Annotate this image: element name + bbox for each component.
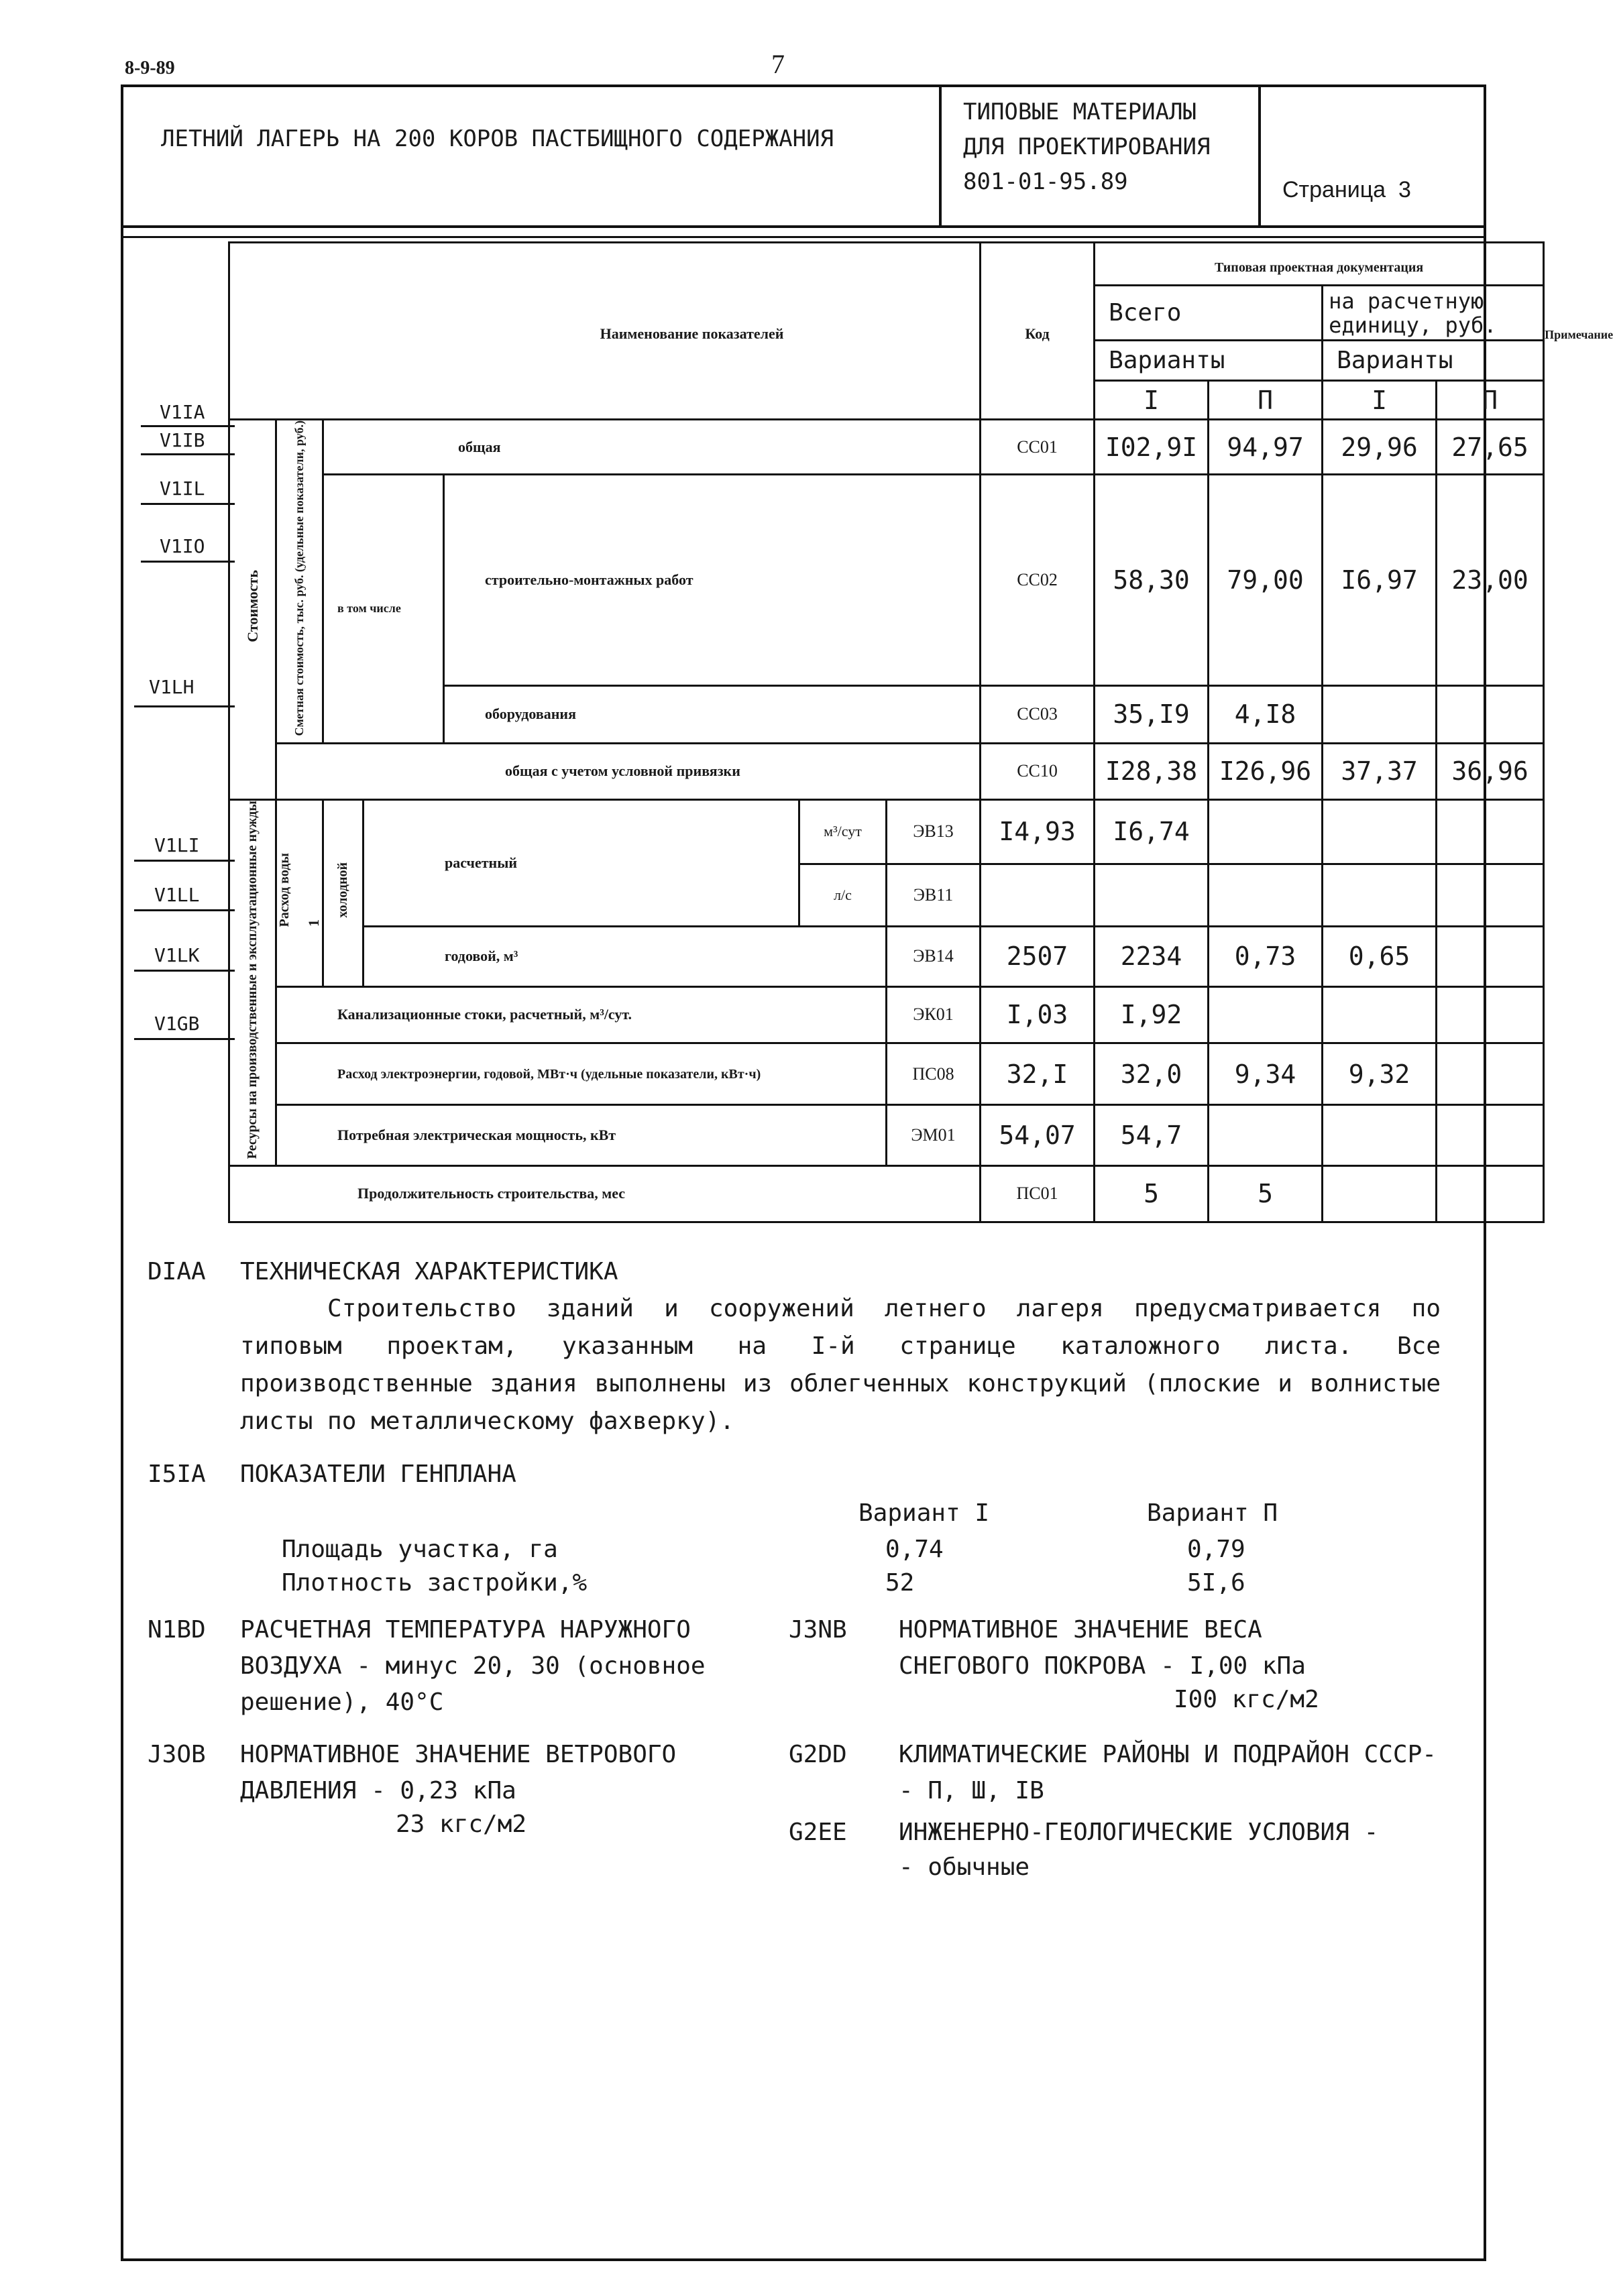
variant-1-header: Вариант I [858, 1499, 990, 1527]
value-cell: 32,0 [1095, 1043, 1209, 1105]
table-row [229, 1165, 1544, 1222]
value-cell [1323, 1105, 1437, 1165]
sheet-label: Страница 3 [1282, 177, 1411, 203]
header-variants-total: Варианты [1095, 341, 1323, 381]
incl-label: в том числе [323, 475, 444, 744]
series-line-2: ДЛЯ ПРОЕКТИРОВАНИЯ [963, 133, 1211, 160]
row-code-cell: ЭВ13 [887, 799, 981, 864]
section-heading: ПОКАЗАТЕЛИ ГЕНПЛАНА [240, 1460, 516, 1488]
table-row [229, 926, 1544, 986]
section-heading: ТЕХНИЧЕСКАЯ ХАРАКТЕРИСТИКА [240, 1258, 618, 1285]
row-code-cell: ПС08 [887, 1043, 981, 1105]
value-cell: I,03 [981, 986, 1095, 1043]
value-cell: 36,96 [1437, 743, 1544, 799]
value-cell: 37,37 [1323, 743, 1437, 799]
section-code: G2DD [789, 1741, 847, 1768]
area-v2: 0,79 [1187, 1536, 1245, 1563]
header-name: Наименование показателей [229, 243, 981, 420]
geo-line-2: - обычные [899, 1853, 1030, 1881]
value-cell: 9,34 [1209, 1043, 1323, 1105]
value-cell: I26,96 [1209, 743, 1323, 799]
variant-2-header: Вариант П [1147, 1499, 1278, 1527]
row-code-cell: СС01 [981, 420, 1095, 475]
value-cell: I,92 [1095, 986, 1209, 1043]
row-code-cell: ПС01 [981, 1165, 1095, 1222]
note-cell [1437, 864, 1544, 926]
note-cell [1437, 1043, 1544, 1105]
table-row [229, 1105, 1544, 1165]
snow-line-3: I00 кгс/м2 [1174, 1686, 1319, 1713]
value-cell: 2234 [1095, 926, 1209, 986]
value-cell: I6,97 [1323, 475, 1437, 686]
section-code: G2EE [789, 1819, 847, 1846]
density-v2: 5I,6 [1187, 1569, 1245, 1597]
row-label: строительно-монтажных работ [444, 475, 981, 686]
value-cell [981, 864, 1095, 926]
note-cell [1437, 926, 1544, 986]
density-v1: 52 [885, 1569, 915, 1597]
density-label: Плотность застройки,% [282, 1569, 588, 1597]
row-code-cell: ЭВ11 [887, 864, 981, 926]
row-code: V1IA [160, 401, 205, 423]
value-cell: I6,74 [1095, 799, 1209, 864]
temp-line-3: решение), 40°С [240, 1688, 444, 1716]
row-code: V1LH [149, 676, 194, 698]
value-cell [1209, 1105, 1323, 1165]
section-code: DIAA [148, 1258, 206, 1285]
value-cell: I4,93 [981, 799, 1095, 864]
row-label: оборудования [444, 685, 981, 743]
value-cell [1323, 685, 1437, 743]
row-code-cell: СС02 [981, 475, 1095, 686]
value-cell [1209, 986, 1323, 1043]
snow-line-1: НОРМАТИВНОЕ ЗНАЧЕНИЕ ВЕСА [899, 1616, 1262, 1644]
value-cell: 58,30 [1095, 475, 1209, 686]
region-line-1: КЛИМАТИЧЕСКИЕ РАЙОНЫ И ПОДРАЙОН СССР- [899, 1741, 1437, 1768]
value-cell: I02,9I [1095, 420, 1209, 475]
group-estimate: Сметная стоимость, тыс. руб. (удельные показатели, руб.) [276, 420, 323, 744]
row-label: Потребная электрическая мощность, кВт [276, 1105, 887, 1165]
group-resources: Ресурсы на производственные и эксплуатационные нужды [229, 799, 276, 1165]
row-code-cell: СС10 [981, 743, 1095, 799]
value-cell [1095, 864, 1209, 926]
value-cell: 0,73 [1209, 926, 1323, 986]
header-v1: I [1095, 381, 1209, 420]
section-code: J3OB [148, 1741, 206, 1768]
table-row [229, 986, 1544, 1043]
note-cell [1437, 986, 1544, 1043]
wind-line-3: 23 кгс/м2 [396, 1811, 527, 1838]
header-v1: I [1323, 381, 1437, 420]
table-row [229, 475, 1544, 686]
value-cell [1323, 864, 1437, 926]
section-code: N1BD [148, 1616, 206, 1644]
header-per-unit: на расчетную единицу, руб. [1323, 286, 1544, 341]
row-code-cell: ЭМ01 [887, 1105, 981, 1165]
value-cell: 23,00 [1437, 475, 1544, 686]
header-v2: П [1437, 381, 1544, 420]
row-label: Канализационные стоки, расчетный, м³/сут. [276, 986, 887, 1043]
value-cell: 5 [1095, 1165, 1209, 1222]
header-variants-unit: Варианты [1323, 341, 1544, 381]
row-code: V1LK [154, 944, 200, 966]
temp-line-1: РАСЧЕТНАЯ ТЕМПЕРАТУРА НАРУЖНОГО [240, 1616, 691, 1644]
table-row [229, 743, 1544, 799]
note-cell [1437, 1105, 1544, 1165]
geo-line-1: ИНЖЕНЕРНО-ГЕОЛОГИЧЕСКИЕ УСЛОВИЯ - [899, 1819, 1379, 1846]
row-code: V1GB [154, 1013, 200, 1035]
row-code: V1IO [160, 535, 205, 557]
section-code: J3NB [789, 1616, 847, 1644]
row-code: V1IB [160, 429, 205, 451]
header-v2: П [1209, 381, 1323, 420]
region-line-2: - П, Ш, IВ [899, 1777, 1044, 1804]
value-cell [1323, 986, 1437, 1043]
value-cell: 94,97 [1209, 420, 1323, 475]
header-code: Код [981, 243, 1095, 420]
value-cell: 27,65 [1437, 420, 1544, 475]
tech-paragraph: Строительство зданий и сооружений летнего лагеря предусматривается по типовым проектам, указанным на I-й странице каталожного листа. Все производственные здания выполнены из облегченных конструкций (плоские и волнистые листы по металлическому фахверку). [240, 1295, 1441, 1435]
value-cell: 2507 [981, 926, 1095, 986]
series-line-1: ТИПОВЫЕ МАТЕРИАЛЫ [963, 99, 1197, 125]
row-code: V1LI [154, 834, 200, 856]
table-row [229, 1043, 1544, 1105]
table-row [229, 799, 1544, 864]
snow-line-2: СНЕГОВОГО ПОКРОВА - I,00 кПа [899, 1652, 1306, 1680]
value-cell [1209, 864, 1323, 926]
value-cell: 9,32 [1323, 1043, 1437, 1105]
row-code: V1LL [154, 884, 200, 906]
value-cell: 54,07 [981, 1105, 1095, 1165]
row-code-cell: ЭВ14 [887, 926, 981, 986]
value-cell [1323, 1165, 1437, 1222]
value-cell: 29,96 [1323, 420, 1437, 475]
note-cell [1437, 799, 1544, 864]
group-cost: Стоимость [229, 420, 276, 800]
wind-line-1: НОРМАТИВНОЕ ЗНАЧЕНИЕ ВЕТРОВОГО [240, 1741, 677, 1768]
value-cell: 5 [1209, 1165, 1323, 1222]
group-cold: холодной [323, 799, 364, 986]
value-cell: 0,65 [1323, 926, 1437, 986]
value-cell [1437, 1165, 1544, 1222]
row-label: общая с учетом условной привязки [276, 743, 981, 799]
series-code: 801-01-95.89 [963, 168, 1128, 195]
indicators-table: Наименование показателей Код Типовая проектная документация Примечание Всего на расчетную единицу, руб. Варианты Варианты I П I П Стоимость Сметная стоимость, тыс. руб. (удельные показатели, руб.) общая СС01 I02,9I 94,97 29,96 27,65 в том числе строительно-монтажных работ СС02 58,30 79,00 I6,97 23,00 оборудования СС03 35,I9 4,I8 общая с учетом условной привязки СС10 I28,38 I26,96 37,37 36,96 Ресурсы на производственные и эксплуатационные нужды Расход воды 1 холодной расчетный м³/сут ЭВ13 I4,93 I6,74 л/с ЭВ11 годовой, м³ ЭВ14 2507 2234 0,73 0,65 Канализационные стоки, расчетный, м³/сут. ЭК01 I,03 I,92 Расход электроэнергии, годовой, МВт·ч (удельные показатели, кВт·ч) ПС08 32,I 32,0 9,34 9,32 Потребная электрическая мощность, кВт ЭМ01 54,07 54,7 Продолжительность строительства, мес ПС01 5 5 [228, 241, 1476, 1066]
row-code-cell: СС03 [981, 685, 1095, 743]
value-cell: 54,7 [1095, 1105, 1209, 1165]
wind-line-2: ДАВЛЕНИЯ - 0,23 кПа [240, 1777, 516, 1804]
page-number: 7 [771, 49, 785, 79]
row-label: Расход электроэнергии, годовой, МВт·ч (удельные показатели, кВт·ч) [276, 1043, 887, 1105]
area-label: Площадь участка, га [282, 1536, 558, 1563]
row-label: годовой, м³ [364, 926, 887, 986]
project-title: ЛЕТНИЙ ЛАГЕРЬ НА 200 КОРОВ ПАСТБИЩНОГО СОДЕРЖАНИЯ [161, 125, 834, 152]
temp-line-2: ВОЗДУХА - минус 20, 30 (основное [240, 1652, 706, 1680]
value-cell [1437, 685, 1544, 743]
document-number: 8-9-89 [125, 58, 175, 78]
value-cell: 79,00 [1209, 475, 1323, 686]
section-code: I5IA [148, 1460, 206, 1488]
value-cell: 4,I8 [1209, 685, 1323, 743]
row-label: расчетный [364, 799, 799, 926]
value-cell [1209, 799, 1323, 864]
group-water: Расход воды 1 [276, 799, 323, 986]
header-tpd: Типовая проектная документация [1095, 243, 1544, 286]
table-row [229, 420, 1544, 475]
value-cell: 32,I [981, 1043, 1095, 1105]
row-code: V1IL [160, 477, 205, 500]
row-label: общая [323, 420, 981, 475]
value-cell [1323, 799, 1437, 864]
value-cell: 35,I9 [1095, 685, 1209, 743]
header-total: Всего [1095, 286, 1323, 341]
unit-cell: м³/сут [799, 799, 887, 864]
row-code-cell: ЭК01 [887, 986, 981, 1043]
margin-bracket [121, 865, 123, 1509]
row-label: Продолжительность строительства, мес [229, 1165, 981, 1222]
value-cell: I28,38 [1095, 743, 1209, 799]
area-v1: 0,74 [885, 1536, 944, 1563]
unit-cell: л/с [799, 864, 887, 926]
